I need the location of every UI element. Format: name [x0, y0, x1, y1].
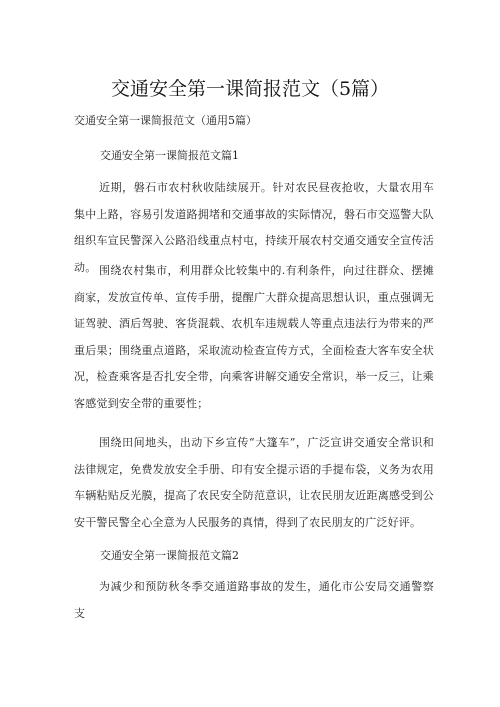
paragraph: 围绕田间地头，出动下乡宣传“大篷车”，广泛宣讲交通安全常识和法律规定，免费发放安全手册、印有安全提示语的手提布袋，义务为农用车辆粘贴反光膜，提高了农民安全防范意识，让农民朋友近距离感受到公安干警民警全心全意为人民服务的真情，得到了农民朋友的广泛好评。 [74, 436, 434, 529]
document-subtitle: 交通安全第一课简报范文（通用5篇） [74, 114, 257, 127]
document-title: 交通安全第一课简报范文（5篇） [110, 78, 390, 100]
section-heading-2: 交通安全第一课简报范文篇2 [100, 549, 239, 562]
section-heading-1: 交通安全第一课简报范文篇1 [100, 149, 239, 162]
paragraph: 为减少和预防秋冬季交通道路事故的发生，通化市公安局交通警察支 [74, 580, 434, 620]
paragraph: 围绕农村集市，利用群众比较集中的.有利条件，向过往群众、摆摊商家，发放宣传单、宣传手册，提醒广大群众提高思想认识，重点强调无证驾驶、酒后驾驶、客货混载、农机车违规载人等重点违法行为带来的严重后果；围绕重点道路，采取流动检查宣传方式，全面检查大客车安全状况，检查乘客是否扎安全带，向乘客讲解交通安全常识，举一反三，让乘客感觉到安全带的重要性； [74, 264, 434, 410]
paragraph: 近期，磐石市农村秋收陆续展开。针对农民昼夜抢收，大量农用车集中上路，容易引发道路拥堵和交通事故的实际情况，磐石市交巡警大队组织车宣民警深入公路沿线重点村屯，持续开展农村交通交通安全宣传活动。 [74, 181, 434, 274]
